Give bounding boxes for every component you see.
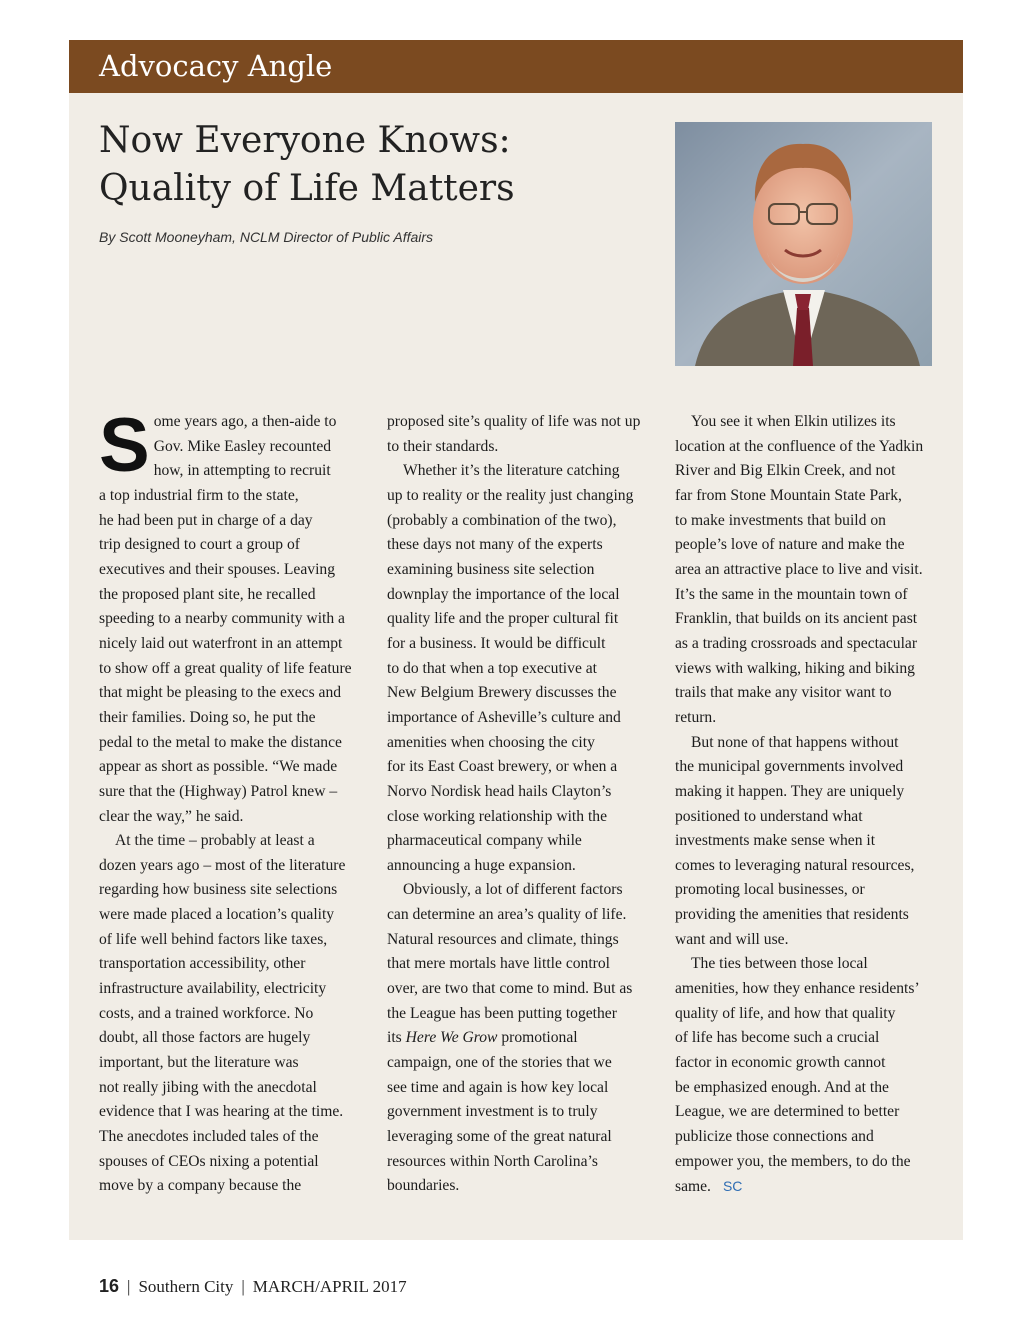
text-line: It’s the same in the mountain town of bbox=[675, 585, 908, 603]
text-line: close working relationship with the bbox=[387, 807, 608, 825]
text-line: infrastructure availability, electricity bbox=[99, 980, 327, 998]
text-line: a top industrial firm to the state, bbox=[99, 486, 299, 504]
text-line: location at the confluence of the Yadkin bbox=[675, 437, 924, 455]
text-line: ome years ago, a then-aide to bbox=[153, 413, 337, 430]
paragraph bbox=[387, 459, 649, 878]
text-line: to show off a great quality of life feature bbox=[99, 659, 352, 677]
text-line: costs, and a trained workforce. No bbox=[99, 1004, 314, 1022]
text-line: government investment is to truly bbox=[387, 1103, 598, 1121]
text-line: downplay the importance of the local bbox=[387, 585, 620, 603]
text-line: he had been put in charge of a day bbox=[99, 511, 313, 529]
text-line: quality of life, and how that quality bbox=[675, 1004, 896, 1022]
article-column-2 bbox=[387, 410, 649, 1199]
text-line: League, we are determined to better bbox=[675, 1103, 900, 1121]
text-line: publicize those connections and bbox=[675, 1128, 874, 1146]
text-line: to their standards. bbox=[387, 437, 499, 455]
text-line: transportation accessibility, other bbox=[99, 955, 306, 973]
text-line: how, in attempting to recruit bbox=[153, 462, 331, 480]
section-label: Advocacy Angle bbox=[99, 49, 333, 83]
text-line: views with walking, hiking and biking bbox=[675, 659, 915, 677]
text-line: trip designed to court a group of bbox=[99, 536, 300, 554]
text-line: proposed site’s quality of life was not up bbox=[387, 413, 641, 430]
text-line: not really jibing with the anecdotal bbox=[99, 1078, 317, 1096]
text-line-final bbox=[675, 1174, 937, 1200]
text-line: be emphasized enough. And at the bbox=[675, 1078, 889, 1096]
paragraph bbox=[675, 731, 937, 953]
text-line: area an attractive place to live and visit. bbox=[675, 560, 923, 578]
text-line: speeding to a nearby community with a bbox=[99, 610, 345, 628]
text-line: importance of Asheville’s culture and bbox=[387, 708, 621, 726]
text-line: these days not many of the experts bbox=[387, 536, 603, 554]
text-line: River and Big Elkin Creek, and not bbox=[675, 462, 896, 480]
text-line: clear the way,” he said. bbox=[99, 807, 244, 825]
text-line: were made placed a location’s quality bbox=[99, 906, 335, 924]
text-line: can determine an area’s quality of life. bbox=[387, 906, 627, 924]
text-line: Whether it’s the literature catching bbox=[403, 462, 620, 480]
text-line: investments make sense when it bbox=[675, 832, 876, 850]
text-line: see time and again is how key local bbox=[387, 1078, 609, 1096]
text-line: their families. Doing so, he put the bbox=[99, 708, 316, 726]
text-line: executives and their spouses. Leaving bbox=[99, 560, 336, 578]
text-line: At the time – probably at least a bbox=[115, 832, 315, 850]
text-line: trails that make any visitor want to bbox=[675, 684, 892, 702]
text-line: empower you, the members, to do the bbox=[675, 1152, 911, 1170]
text-line: up to reality or the reality just changing bbox=[387, 486, 634, 504]
text-line: The ties between those local bbox=[691, 955, 868, 973]
text-line: leveraging some of the great natural bbox=[387, 1128, 612, 1146]
text-line: the League has been putting together bbox=[387, 1004, 617, 1022]
text-line: of life has become such a crucial bbox=[675, 1029, 880, 1047]
paragraph bbox=[675, 952, 937, 1200]
text-line: Natural resources and climate, things bbox=[387, 930, 619, 948]
section-header-band bbox=[69, 40, 963, 93]
text-line: (probably a combination of the two), bbox=[387, 511, 617, 529]
text-line: nicely laid out waterfront in an attempt bbox=[99, 634, 343, 652]
page-number: 16 bbox=[99, 1276, 120, 1296]
paragraph bbox=[387, 410, 649, 459]
text-line: amenities, how they enhance residents’ bbox=[675, 980, 920, 998]
drop-cap: S bbox=[99, 403, 150, 488]
text-fragment: its bbox=[387, 1029, 406, 1047]
text-line: of life well behind factors like taxes, bbox=[99, 930, 328, 948]
text-line: Obviously, a lot of different factors bbox=[403, 881, 623, 899]
text-line: positioned to understand what bbox=[675, 807, 863, 825]
paragraph bbox=[99, 403, 361, 829]
text-line: evidence that I was hearing at the time. bbox=[99, 1103, 344, 1121]
text-line: dozen years ago – most of the literature bbox=[99, 856, 346, 874]
text-line: promoting local businesses, or bbox=[675, 881, 865, 899]
text-line: New Belgium Brewery discusses the bbox=[387, 684, 617, 702]
text-line: that mere mortals have little control bbox=[387, 955, 611, 973]
text-line: spouses of CEOs nixing a potential bbox=[99, 1152, 319, 1170]
text-line: Franklin, that builds on its ancient past bbox=[675, 610, 918, 628]
text-line: But none of that happens without bbox=[691, 733, 899, 751]
paragraph bbox=[387, 878, 649, 1199]
text-line: appear as short as possible. “We made bbox=[99, 758, 338, 776]
text-line-with-title bbox=[387, 1026, 649, 1051]
text-line: providing the amenities that residents bbox=[675, 906, 909, 924]
campaign-title: Here We Grow bbox=[405, 1029, 498, 1047]
text-line: for a business. It would be difficult bbox=[387, 634, 606, 652]
text-line: to do that when a top executive at bbox=[387, 659, 598, 677]
text-line: The anecdotes included tales of the bbox=[99, 1128, 319, 1146]
text-line: pharmaceutical company while bbox=[387, 832, 582, 850]
author-photo bbox=[675, 122, 932, 366]
byline: By Scott Mooneyham, NCLM Director of Public Affairs bbox=[99, 229, 434, 245]
text-line: campaign, one of the stories that we bbox=[387, 1054, 612, 1072]
text-line: important, but the literature was bbox=[99, 1054, 299, 1072]
text-line: examining business site selection bbox=[387, 560, 595, 578]
title-line: Quality of Life Matters bbox=[99, 168, 515, 209]
paragraph bbox=[675, 410, 937, 731]
text-line: far from Stone Mountain State Park, bbox=[675, 486, 902, 504]
text-fragment: same. bbox=[675, 1178, 711, 1196]
page-footer bbox=[99, 1276, 407, 1297]
text-line: people’s love of nature and make the bbox=[675, 536, 905, 554]
text-fragment: promotional bbox=[497, 1029, 578, 1047]
text-line: factor in economic growth cannot bbox=[675, 1054, 886, 1072]
text-line: amenities when choosing the city bbox=[387, 733, 595, 751]
text-line: want and will use. bbox=[675, 930, 789, 948]
text-line: boundaries. bbox=[387, 1177, 460, 1195]
text-line: that might be pleasing to the execs and bbox=[99, 684, 342, 702]
paragraph bbox=[99, 829, 361, 1199]
text-line: as a trading crossroads and spectacular bbox=[675, 634, 918, 652]
text-line: Norvo Nordisk head hails Clayton’s bbox=[387, 782, 612, 800]
text-line: Gov. Mike Easley recounted bbox=[153, 437, 332, 455]
footer-divider: | bbox=[127, 1277, 131, 1296]
text-line: move by a company because the bbox=[99, 1177, 302, 1195]
text-line: announcing a huge expansion. bbox=[387, 856, 576, 874]
text-line: to make investments that build on bbox=[675, 511, 886, 529]
footer-divider: | bbox=[241, 1277, 245, 1296]
article-column-1 bbox=[99, 403, 361, 1199]
text-line: sure that the (Highway) Patrol knew – bbox=[99, 782, 338, 800]
text-line: over, are two that come to mind. But as bbox=[387, 980, 633, 998]
text-line: resources within North Carolina’s bbox=[387, 1152, 598, 1170]
text-line: quality life and the proper cultural fit bbox=[387, 610, 619, 628]
text-line: the municipal governments involved bbox=[675, 758, 904, 776]
article-column-3 bbox=[675, 410, 937, 1200]
title-line: Now Everyone Knows: bbox=[99, 120, 511, 161]
text-line: regarding how business site selections bbox=[99, 881, 338, 899]
issue-date: MARCH/APRIL 2017 bbox=[252, 1277, 407, 1296]
magazine-name: Southern City bbox=[138, 1277, 234, 1296]
text-line: comes to leveraging natural resources, bbox=[675, 856, 915, 874]
text-line: pedal to the metal to make the distance bbox=[99, 733, 342, 751]
article-title bbox=[99, 117, 659, 213]
text-line: for its East Coast brewery, or when a bbox=[387, 758, 618, 776]
end-mark: SC bbox=[722, 1178, 743, 1195]
text-line: making it happen. They are uniquely bbox=[675, 782, 905, 800]
text-line: You see it when Elkin utilizes its bbox=[691, 413, 896, 430]
text-line: the proposed plant site, he recalled bbox=[99, 585, 316, 603]
text-line: return. bbox=[675, 708, 717, 726]
text-line: doubt, all those factors are hugely bbox=[99, 1029, 311, 1047]
